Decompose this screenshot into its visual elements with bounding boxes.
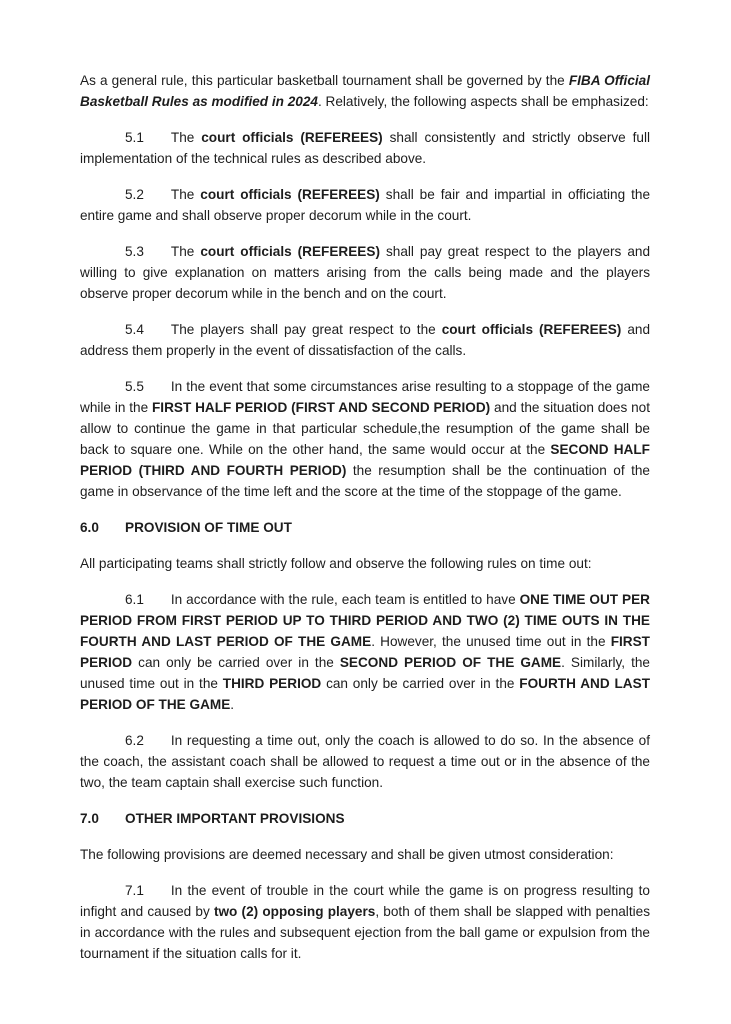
text-run: can only be carried over in the: [321, 676, 520, 691]
text-run: shall pay great respect to the players and willing to give explanation on matters arising from the calls being made and the players observe proper decorum while in the bench and on the court.: [80, 244, 651, 301]
body-paragraph: [80, 70, 650, 112]
text-run: In accordance with the rule, each team is entitled to have: [170, 592, 520, 607]
body-paragraph: [80, 844, 650, 865]
text-run: In requesting a time out, only the coach is allowed to do so. In the absence of the coach, the assistant coach shall be allowed to request a time out or in the absence of the two, the team captain shall exercise such function.: [80, 733, 650, 790]
text-run: ONE TIME OUT PER PERIOD FROM FIRST PERIOD UP TO THIRD PERIOD AND TWO (2) TIME OUTS IN THE FOURTH AND LAST PERIOD OF THE GAME: [80, 592, 650, 649]
text-run: The following provisions are deemed necessary and shall be given utmost consideration:: [80, 847, 614, 862]
clause-number: 5.5: [125, 379, 144, 394]
clause-paragraph: [80, 184, 650, 226]
section-title: OTHER IMPORTANT PROVISIONS: [125, 811, 345, 826]
text-run: court officials (REFEREES): [200, 187, 380, 202]
clause-paragraph: [80, 127, 650, 169]
section-number: 7.0: [80, 811, 99, 826]
clause-number: 5.4: [125, 322, 144, 337]
clause-paragraph: [80, 319, 650, 361]
clause-paragraph: [80, 376, 650, 502]
text-run: The: [170, 187, 201, 202]
text-run: . Relatively, the following aspects shall be emphasized:: [317, 94, 649, 109]
text-run: FIRST PERIOD: [80, 634, 650, 670]
text-run: the resumption shall be the continuation of the game in observance of the time left and the score at the time of the stoppage of the game.: [80, 463, 650, 499]
text-run: and the situation does not allow to continue the game in that particular schedule,the resumption of the game shall be back to square one. While on the other hand, the same would occur at the: [80, 400, 650, 457]
text-run: FIRST HALF PERIOD (FIRST AND SECOND PERIOD): [151, 400, 491, 415]
text-run: court officials (REFEREES): [201, 130, 383, 145]
clause-paragraph: [80, 730, 650, 793]
body-paragraph: [80, 553, 650, 574]
text-run: .: [230, 697, 235, 712]
text-run: and address them properly in the event of dissatisfaction of the calls.: [80, 322, 651, 358]
clause-number: 6.1: [125, 592, 144, 607]
clause-number: 6.2: [125, 733, 144, 748]
section-heading: [80, 808, 650, 829]
text-run: , both of them shall be slapped with penalties in accordance with the rules and subsequent ejection from the ball game or expulsion from the tournament if the situation calls for it.: [80, 904, 650, 961]
clause-paragraph: [80, 880, 650, 964]
clause-paragraph: [80, 241, 650, 304]
text-run: court officials (REFEREES): [200, 244, 380, 259]
text-run: All participating teams shall strictly follow and observe the following rules on time out:: [80, 556, 592, 571]
text-run: In the event of trouble in the court while the game is on progress resulting to infight and caused by: [80, 883, 650, 919]
clause-number: 5.2: [125, 187, 144, 202]
clause-paragraph: [80, 589, 650, 715]
clause-number: 7.1: [125, 883, 144, 898]
text-run: FOURTH AND LAST PERIOD OF THE GAME: [80, 676, 650, 712]
text-run: shall be fair and impartial in officiating the entire game and shall observe proper decorum while in the court.: [80, 187, 651, 223]
text-run: The: [170, 130, 202, 145]
text-run: The: [170, 244, 201, 259]
clause-number: 5.1: [125, 130, 144, 145]
text-run: shall consistently and strictly observe full implementation of the technical rules as described above.: [80, 130, 651, 166]
text-run: The players shall pay great respect to the: [170, 322, 442, 337]
text-run: As a general rule, this particular basketball tournament shall be governed by the: [80, 73, 569, 88]
text-run: . However, the unused time out in the: [371, 634, 611, 649]
text-run: can only be carried over in the: [132, 655, 340, 670]
document-content: [80, 70, 650, 964]
text-run: court officials (REFEREES): [441, 322, 622, 337]
text-run: FIBA Official Basketball Rules as modified in 2024: [80, 73, 650, 109]
clause-number: 5.3: [125, 244, 144, 259]
section-title: PROVISION OF TIME OUT: [125, 520, 292, 535]
text-run: SECOND PERIOD OF THE GAME: [339, 655, 562, 670]
text-run: two (2) opposing players: [213, 904, 376, 919]
section-number: 6.0: [80, 520, 99, 535]
text-run: SECOND HALF PERIOD (THIRD AND FOURTH PERIOD): [80, 442, 650, 478]
text-run: THIRD PERIOD: [222, 676, 322, 691]
text-run: In the event that some circumstances arise resulting to a stoppage of the game while in the: [80, 379, 650, 415]
section-heading: [80, 517, 650, 538]
text-run: . Similarly, the unused time out in the: [80, 655, 650, 691]
